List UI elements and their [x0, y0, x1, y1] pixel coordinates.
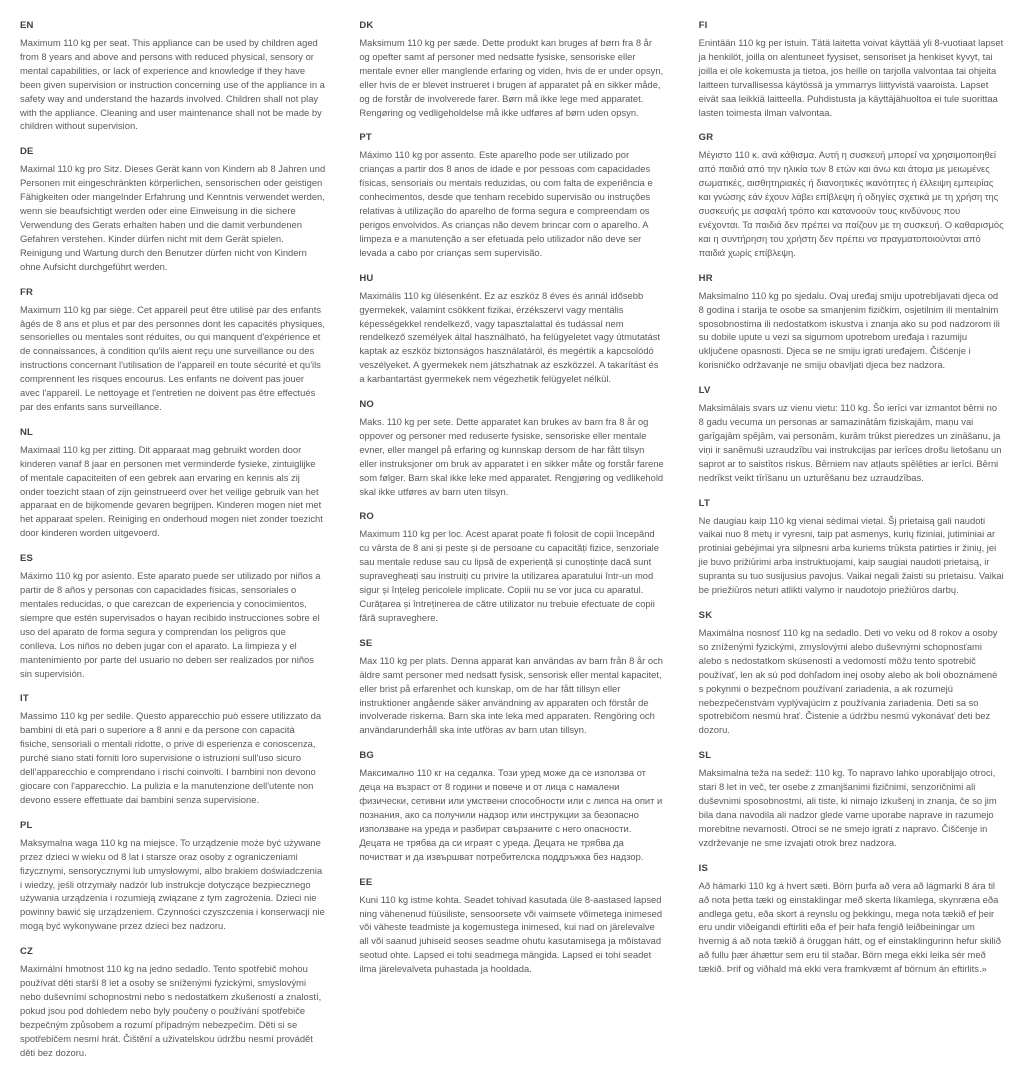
- lang-text-bg: Максимално 110 кг на седалка. Този уред може да се използва от деца на възраст от 8 години и повече и от лица с намалени физически, сетивни или умствени способности или с липса на опит и познания, ако са получили надзор или инструкции за безопасно използване на уреда и разбират свързаните с него опасности. Децата не трябва да си играят с уреда. Децата не трябва да почистват и да извършват потребителска поддръжка без надзор.: [359, 767, 663, 862]
- lang-section-se: [359, 637, 664, 737]
- lang-text-sk: Maximálna nosnosť 110 kg na sedadlo. Deti vo veku od 8 rokov a osoby so zníženými fyzickými, zmyslovými alebo duševnými schopnosťami alebo s nedostatkom skúseností a vedomostí môžu tento spotrebič používať, len ak sú pod dohľadom inej osoby alebo ak boli oboznámené s pokynmi o bezpečnom používaní zariadenia, a ak rozumejú nebezpečenstvám vyplývajúcim z používania zariadenia. Deti sa so spotrebičom nesmú hrať. Čistenie a údržbu nesmú vykonávať deti bez dozoru.: [698, 627, 998, 736]
- lang-section-ro: [359, 510, 664, 624]
- lang-text-sl: Maksimalna teža na sedež: 110 kg. To napravo lahko uporabljajo otroci, stari 8 let in več, ter osebe z zmanjšanimi fizičnimi, senzoričnimi ali duševnimi sposobnostmi, ali tiste, ki nimajo izkušenj in znanja, če so jim bila dana navodila ali nadzor glede varne uporabe naprave in razumejo morebitne nevarnosti. Otroci se ne smejo igrati z napravo. Čiščenje in vzdrževanje ne sme izvajati otrok brez nadzora.: [698, 767, 997, 848]
- lang-text-fr: Maximum 110 kg par siège. Cet appareil peut être utilisé par des enfants âgés de 8 ans et plus et par des personnes dont les capacités physiques, sensorielles ou mentales sont réduites, ou qui manquent d'expérience et de connaissances, à condition qu'ils aient reçu une surveillance ou des instructions concernant l'utilisation de l'appareil en toute sécurité et qu'ils comprennent les risques encourus. Les enfants ne doivent pas jouer avec l'appareil. Le nettoyage et l'entretien ne doivent pas être effectués par des enfants sans surveillance.: [20, 303, 325, 412]
- lang-section-fr: [20, 286, 325, 414]
- lang-code-gr: GR: [698, 132, 714, 144]
- lang-text-pl: Maksymalna waga 110 kg na miejsce. To urządzenie może być używane przez dzieci w wieku od 8 lat i starsze oraz osoby z ograniczeniami fizycznymi, sensorycznymi lub umysłowymi, albo brakiem doświadczenia i wiedzy, jeśli otrzymały nadzór lub instrukcje dotyczące bezpiecznego używania urządzenia i rozumieją związane z tym zagrożenia. Dzieci nie powinny bawić się urządzeniem. Czynności czyszczenia i konserwacji nie mogą być wykonywane przez dzieci bez nadzoru.: [20, 836, 325, 932]
- lang-section-cz: [20, 945, 325, 1059]
- lang-code-se: SE: [359, 637, 373, 649]
- column-1: [20, 19, 325, 1071]
- lang-text-lt: Ne daugiau kaip 110 kg vienai sėdimai vietai. Šį prietaisą gali naudoti vaikai nuo 8 metų ir vyresni, taip pat asmenys, kurių fiziniai, jutiminiai ar protiniai gebėjimai yra silpnesni arba kuriems trūksta patirties ir žinių, jei jie buvo prižiūrimi arba instruktuojami, kaip saugiai naudoti prietaisą, ir supranta su tuo susijusius pavojus. Vaikai negali žaisti su prietaisu. Vaikai be priežiūros neturi atlikti valymo ir naudotojo priežiūros darbų.: [698, 514, 1004, 596]
- lang-section-gr: [699, 131, 1004, 259]
- lang-section-pt: [359, 131, 664, 259]
- lang-section-pl: [20, 819, 325, 933]
- lang-text-ee: Kuni 110 kg istme kohta. Seadet tohivad kasutada üle 8-aastased lapsed ning vähenenud füüsiliste, sensoorsete või vaimsete võimetega inimesed või väheste teadmiste ja kogemustega inimesed, kui nad on järelevalve all või saanud juhiseid seoses seadme ohutu kasutamisega ja mõistavad seotud ohte. Lapsed ei tohi seadmega mängida. Lapsed ei tohi seadet ilma järelevalveta puhastada ja hooldada.: [359, 893, 663, 975]
- lang-section-es: [20, 552, 325, 680]
- lang-text-en: Maximum 110 kg per seat. This appliance can be used by children aged from 8 years and above and persons with reduced physical, sensory or mental capabilities, or lack of experience and knowledge if they have been given supervision or instruction concerning use of the appliance in a safety way and understand the hazards involved. Children shall not play with the appliance. Cleaning and user maintenance shall not be made by children without supervision.: [20, 37, 325, 132]
- lang-section-nl: [20, 426, 325, 540]
- lang-text-dk: Maksimum 110 kg per sæde. Dette produkt kan bruges af børn fra 8 år og opefter samt af personer med nedsatte fysiske, sensoriske eller mentale evner eller manglende erfaring og viden, hvis de er under opsyn, eller hvis de er blevet instrueret i brugen af apparatet på en sikker måde, og de forstår de involverede farer. Børn må ikke lege med apparatet. Rengøring og vedligeholdelse må ikke udføres af børn uden opsyn.: [359, 37, 664, 118]
- lang-code-hu: HU: [359, 272, 374, 284]
- lang-section-de: [20, 145, 325, 273]
- lang-text-gr: Μέγιστο 110 κ. ανά κάθισμα. Αυτή η συσκευή μπορεί να χρησιμοποιηθεί από παιδιά από την ηλικία των 8 ετών και άνω και άτομα με μειωμένες σωματικές, αισθητηριακές ή διανοητικές ικανότητες ή έλλειψη εμπειρίας και γνώσης εάν έχουν λάβει επίβλεψη ή οδηγίες σχετικά με τη χρήση της συσκευής με ασφαλή τρόπο και κατανοούν τους κινδύνους που ενέχονται. Τα παιδιά δεν πρέπει να παίζουν με τη συσκευή. Ο καθαρισμός και η συντήρηση του χρήστη δεν πρέπει να πραγματοποιούνται από παιδιά χωρίς επίβλεψη.: [698, 149, 1004, 258]
- lang-text-hr: Maksimalno 110 kg po sjedalu. Ovaj uređaj smiju upotrebljavati djeca od 8 godina i starija te osobe sa smanjenim fizičkim, osjetilnim ili mentalnim sposobnostima ili nedostatkom iskustva i znanja ako su pod nadzorom ili su dobile upute u vezi sa sigurnom upotrebom uređaja i razumiju uključene opasnosti. Djeca se ne smiju igrati uređajem. Čišćenje i korisničko održavanje ne smiju obavljati djeca bez nadzora.: [698, 289, 1000, 371]
- lang-text-nl: Maximaal 110 kg per zitting. Dit apparaat mag gebruikt worden door kinderen vanaf 8 jaar en personen met verminderde fysieke, zintuiglijke of mentale capaciteiten of een gebrek aan ervaring en kennis als zij onder toezicht staan of zijn geinstrueerd over het veilige gebruik van het apparaat en de bijkomende gevaren begrijpen. Kinderen mogen niet met het apparaat spelen. Reiniging en onderhoud mogen niet zonder toezicht door kinderen worden uitgevoerd.: [20, 443, 323, 539]
- column-2: [359, 19, 664, 1071]
- lang-text-pt: Máximo 110 kg por assento. Este aparelho pode ser utilizado por crianças a partir dos 8 anos de idade e por pessoas com capacidades físicas, sensoriais ou mentais reduzidas, ou com falta de experiência e conhecimentos, desde que tenham recebido supervisão ou instruções relativas à utilização do aparelho de forma segura e compreendam os perigos envolvidos. As crianças não devem brincar com o aparelho. A limpeza e a manutenção a ser efetuada pelo utilizador não deve ser levada a cabo por crianças sem supervisão.: [359, 149, 653, 258]
- lang-code-sl: SL: [698, 750, 712, 762]
- lang-code-hr: HR: [698, 272, 713, 284]
- lang-code-pt: PT: [359, 132, 372, 144]
- lang-section-it: [20, 692, 325, 806]
- lang-code-sk: SK: [698, 610, 713, 621]
- lang-section-lv: [699, 384, 1004, 484]
- lang-text-es: Máximo 110 kg por asiento. Este aparato puede ser utilizado por niños a partir de 8 años y personas con capacidades físicas, sensoriales o mentales reducidas, o que carezcan de experiencia y conocimientos, siempre que estén supervisados o hayan recibido instrucciones sobre el uso del aparato de forma segura y comprendan los peligros que conlleva. Los niños no deben jugar con el aparato. La limpieza y el mantenimiento por parte del usuario no deben ser realizados por niños sin supervisión.: [20, 570, 321, 679]
- lang-text-it: Massimo 110 kg per sedile. Questo apparecchio può essere utilizzato da bambini di età pari o superiore a 8 anni e da persone con capacità fisiche, sensoriali o mentali ridotte, o prive di esperienza e conoscenza, purché siano stati forniti loro supervisione o istruzioni sull'uso sicuro dell'apparecchio e comprendano i rischi coinvolti. I bambini non devono giocare con l'apparecchio. La pulizia e la manutenzione dell'utente non devono essere effettuate dai bambini senza supervisione.: [20, 710, 322, 805]
- lang-code-it: IT: [20, 693, 29, 705]
- lang-text-se: Max 110 kg per plats. Denna apparat kan användas av barn från 8 år och äldre samt personer med nedsatt fysisk, sensorisk eller mental kapacitet, eller brist på erfarenhet och kunskap, om de har fått tillsyn eller instruktioner angående säker användning av apparaten och förstår de involverade riskerna. Barn ska inte leka med apparaten. Rengöring och användarunderhåll ska inte utföras av barn utan tillsyn.: [359, 654, 663, 736]
- lang-code-fi: FI: [698, 20, 708, 31]
- lang-text-no: Maks. 110 kg per sete. Dette apparatet kan brukes av barn fra 8 år og oppover og personer med reduserte fysiske, sensoriske eller mentale evner, eller mangel på erfaring og kunnskap dersom de har fått tilsyn eller instruksjoner om bruk av apparatet i en sikker måte og forstår farene som følger. Barn skal ikke leke med apparatet. Rengjøring og vedlikehold skal ikke utføres av barn uten tilsyn.: [359, 416, 664, 497]
- lang-text-hu: Maximális 110 kg ülésenként. Ez az eszköz 8 éves és annál idősebb gyermekek, valamint csökkent fizikai, érzékszervi vagy mentális képességekkel rendelkező, vagy tapasztalattal és tudással nem rendelkező személyek által használható, ha felügyeletet vagy útmutatást kaptak az eszköz biztonságos használatáról, és megértik a kapcsolódó veszélyeket. A gyermekek nem játszhatnak az eszközzel. A takarítást és a karbantartást gyermekek nem végezhetik felügyelet nélkül.: [359, 289, 661, 385]
- lang-section-lt: [699, 497, 1004, 597]
- lang-code-fr: FR: [20, 286, 34, 298]
- lang-code-no: NO: [359, 399, 374, 411]
- lang-text-de: Maximal 110 kg pro Sitz. Dieses Gerät kann von Kindern ab 8 Jahren und Personen mit eingeschränkten körperlichen, sensorischen oder geistigen Fähigkeiten oder mangelnder Erfahrung und Kenntnis verwendet werden, wenn sie beaufsichtigt werden oder eine Einweisung in die sichere Verwendung des Gerats erhalten haben und die damit verbundenen Gefahren verstehen. Kinder dürfen nicht mit dem Gerät spielen. Reinigung und Wartung durch den Benutzer dürfen nicht von Kindern ohne Aufsicht durchgeführt werden.: [20, 163, 326, 272]
- lang-code-en: EN: [20, 20, 34, 31]
- lang-code-lt: LT: [698, 497, 710, 509]
- lang-code-cz: CZ: [20, 946, 34, 958]
- lang-code-nl: NL: [20, 426, 34, 438]
- lang-section-en: [20, 19, 325, 133]
- lang-section-fi: [699, 19, 1004, 119]
- lang-code-is: IS: [698, 862, 709, 874]
- lang-code-es: ES: [20, 553, 34, 565]
- lang-code-ee: EE: [359, 876, 373, 888]
- lang-code-de: DE: [20, 146, 34, 158]
- lang-text-cz: Maximální hmotnost 110 kg na jedno sedadlo. Tento spotřebič mohou používat děti starší 8 let a osoby se sníženými fyzickými, smyslovými nebo duševními schopnostmi nebo s nedostatkem zkušeností a znalostí, pokud jsou pod dohledem nebo byly poučeny o používání spotřebiče bezpečným způsobem a rozumí případným nebezpečím. Děti si se spotřebičem nesmí hrát. Čištění a uživatelskou údržbu nesmí provádět děti bez dozoru.: [20, 963, 322, 1058]
- lang-text-fi: Enintään 110 kg per istuin. Tätä laitetta voivat käyttää yli 8-vuotiaat lapset ja henkilöt, joilla on alentuneet fyysiset, sensoriset ja henkiset kyvyt, tai joilla ei ole kokemusta ja tietoa, jos heille on tarjolla valvontaa tai ohjeita laitteen turvallisessa käytössä ja ymmarrys liittyvistä vaaroista. Lapset eivät saa leikkiä laitteella. Puhdistusta ja käyttäjähuoltoa ei tule suorittaa lasten toimesta ilman valvontaa.: [698, 37, 1004, 118]
- lang-section-hu: [359, 272, 664, 386]
- lang-section-sl: [699, 749, 1004, 849]
- lang-section-dk: [359, 19, 664, 119]
- lang-code-dk: DK: [359, 20, 374, 31]
- lang-text-is: Að hámarki 110 kg á hvert sæti. Börn þurfa að vera að lágmarki 8 ára til að nota þetta tæki og einstaklingar með skerta líkamlega, skynræna eða andlega getu, eða skort á reynslu og þekkingu, mega nota tækið ef þeir eru undir viðeigandi eftirliti eða ef þeir hafa fengið leiðbeiningar um hvernig á að nota tækið á öruggan hátt, og ef einstaklingurinn hefur skilið að fullu þær áhættur sem eru til staðar. Börn mega ekki leika sér með tækið. Þrif og viðhald má ekki vera framkvæmt af börnum án eftirlits.»: [698, 879, 1001, 975]
- lang-section-sk: [699, 609, 1004, 737]
- lang-section-bg: [359, 749, 664, 863]
- lang-text-ro: Maximum 110 kg per loc. Acest aparat poate fi folosit de copii începând cu vârsta de 8 ani și peste și de persoane cu capacități fizice, senzoriale sau mentale reduse sau cu lipsă de experiență și cunoștințe dacă sunt supravegheați sau instruiți cu privire la utilizarea aparatului într-un mod sigur și înțeleg pericolele implicate. Copiii nu se vor juca cu aparatul. Curățarea și întreținerea de către utilizator nu trebuie efectuate de copii fără supraveghere.: [359, 528, 659, 623]
- column-3: [699, 19, 1004, 1071]
- lang-text-lv: Maksimālais svars uz vienu vietu: 110 kg. Šo ierīci var izmantot bērni no 8 gadu vecuma un personas ar samazinātām fiziskajām, maņu vai garīgajām spējām, vai personām, kurām trūkst pieredzes un zināšanu, ja viņi ir sanēmuši uzraudzību vai instrukcijas par ierīces drošu lietošanu un saprot ar to saistītos riskus. Bērniem nav atļauts spēlēties ar ierīci. Bērni nedrīkst veikt tīrīšanu un uzturēšanu bez uzraudzības.: [698, 402, 1002, 483]
- lang-code-pl: PL: [20, 819, 33, 831]
- lang-section-no: [359, 398, 664, 498]
- lang-code-ro: RO: [359, 511, 374, 523]
- lang-section-is: [699, 862, 1004, 976]
- lang-section-ee: [359, 876, 664, 976]
- lang-code-lv: LV: [698, 385, 711, 397]
- lang-code-bg: BG: [359, 750, 374, 762]
- lang-section-hr: [699, 272, 1004, 372]
